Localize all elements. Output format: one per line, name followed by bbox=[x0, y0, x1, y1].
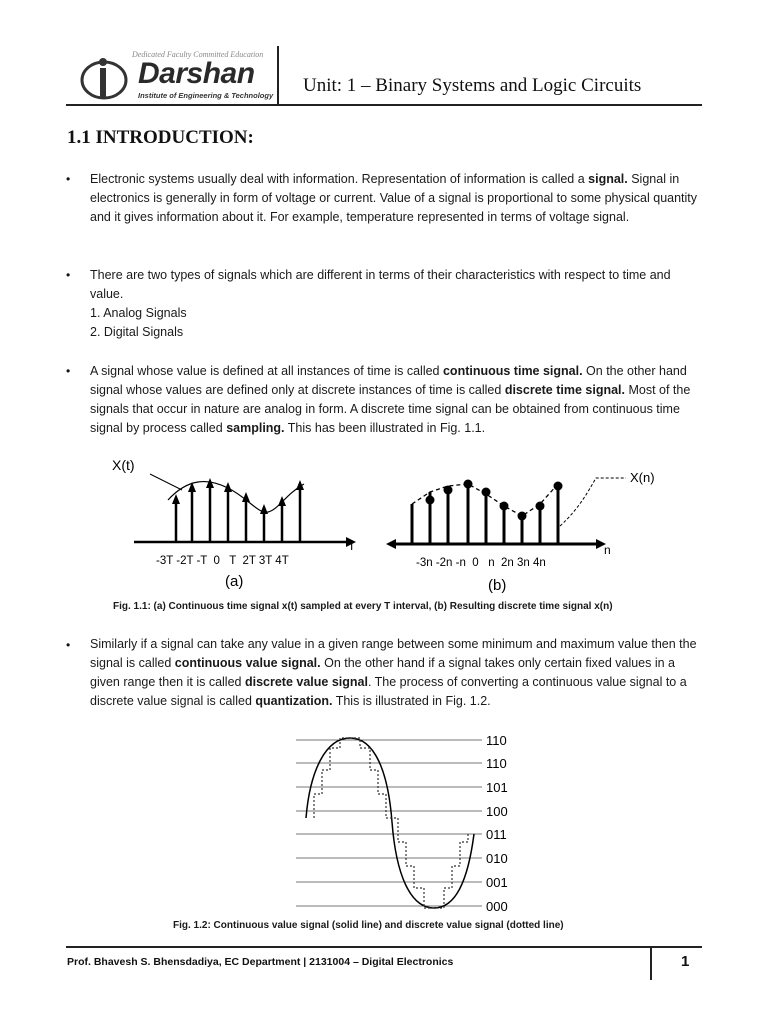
paragraph-signal-types bbox=[90, 266, 702, 342]
bold-term: continuous time signal. bbox=[442, 364, 583, 378]
bold-term: signal. bbox=[588, 172, 628, 186]
text-span: Electronic systems usually deal with information. Representation of information is called a bbox=[90, 172, 589, 186]
logo-name: Darshan bbox=[138, 57, 255, 90]
section-heading: 1.1 INTRODUCTION: bbox=[67, 127, 254, 148]
footer-divider bbox=[650, 946, 652, 980]
paragraph-signal-definition bbox=[90, 170, 702, 227]
fig1a-samples bbox=[176, 484, 300, 542]
text-span: There are two types of signals which are different in terms of their characteristics with respect to time and value. bbox=[90, 268, 671, 301]
fig1a-continuous-curve bbox=[168, 482, 304, 513]
figure-1-2-caption: Fig. 1.2: Continuous value signal (solid line) and discrete value signal (dotted line) bbox=[173, 920, 564, 931]
text-span: On the other hand if a signal takes only certain fixed values in a given range then it is called bbox=[90, 656, 676, 689]
bullet-marker: • bbox=[66, 172, 71, 186]
header-rule bbox=[66, 104, 702, 106]
text-span: This is illustrated in Fig. 1.2. bbox=[332, 694, 491, 708]
fig2-level-label: 110 bbox=[486, 756, 507, 771]
fig1a-tick-labels: -3T -2T -T 0 T 2T 3T 4T bbox=[156, 555, 289, 567]
page-number: 1 bbox=[681, 953, 690, 970]
fig2-level-label: 011 bbox=[486, 827, 507, 842]
fig2-level-label: 101 bbox=[486, 780, 508, 795]
bold-term: continuous value signal. bbox=[174, 656, 321, 670]
bold-term: quantization. bbox=[255, 694, 333, 708]
figure-1-1-caption: Fig. 1.1: (a) Continuous time signal x(t) sampled at every T interval, (b) Resulting discrete time signal x(n) bbox=[113, 601, 613, 612]
fig1a-axis-label: T bbox=[348, 539, 356, 553]
logo-tagline: Dedicated Faculty Committed Education bbox=[132, 50, 264, 59]
fig1a-caption: (a) bbox=[225, 573, 244, 590]
text-span: Signal in electronics is generally in form of voltage or current. Value of a signal is proportional to some physical quantity and it gives information about it. For example, temperature represented in terms of voltage signal. bbox=[90, 172, 698, 224]
footer-author: Prof. Bhavesh S. Bhensdadiya, EC Department | 2131004 – Digital Electronics bbox=[67, 956, 454, 968]
text-span: Most of the signals that occur in nature are analog in form. A discrete time signal can be obtained from continuous time signal by process called bbox=[90, 383, 691, 435]
header-divider bbox=[277, 46, 279, 104]
figure-1-1 bbox=[90, 448, 655, 600]
bullet-marker: • bbox=[66, 268, 71, 282]
list-item: 2. Digital Signals bbox=[90, 325, 184, 339]
fig2-level-label: 110 bbox=[486, 733, 507, 748]
text-span: Similarly if a signal can take any value in a given range between some minimum and maximum value then the signal is called bbox=[90, 637, 697, 670]
fig1b-axis-arrow-left-icon bbox=[386, 539, 396, 549]
fig1b-tick-labels: -3n -2n -n 0 n 2n 3n 4n bbox=[416, 557, 546, 569]
fig2-level-label: 010 bbox=[486, 851, 508, 866]
bold-term: discrete time signal. bbox=[504, 383, 625, 397]
fig2-level-label: 000 bbox=[486, 899, 508, 914]
institute-logo bbox=[76, 50, 272, 104]
fig2-level-label: 100 bbox=[486, 804, 508, 819]
paragraph-value-signals bbox=[90, 635, 702, 711]
fig2-level-label: 001 bbox=[486, 875, 508, 890]
footer-rule bbox=[66, 946, 702, 948]
bold-term: discrete value signal bbox=[244, 675, 368, 689]
logo-institute: Institute of Engineering & Technology bbox=[138, 91, 274, 100]
bold-term: sampling. bbox=[226, 421, 285, 435]
fig2-level-labels bbox=[486, 733, 508, 914]
fig2-level-lines bbox=[296, 740, 482, 906]
list-item: 1. Analog Signals bbox=[90, 306, 187, 320]
fig1a-pointer bbox=[150, 474, 182, 490]
text-span: On the other hand signal whose values are defined only at discrete instances of time is called bbox=[90, 364, 687, 397]
figure-1-2 bbox=[296, 730, 526, 916]
bullet-marker: • bbox=[66, 638, 71, 652]
fig1a-signal-label: X(t) bbox=[112, 457, 135, 473]
text-span: A signal whose value is defined at all instances of time is called bbox=[90, 364, 443, 378]
bullet-marker: • bbox=[66, 364, 71, 378]
fig1b-pointer bbox=[560, 478, 626, 526]
fig1b-axis-label: n bbox=[604, 543, 611, 557]
unit-title: Unit: 1 – Binary Systems and Logic Circuits bbox=[303, 75, 642, 96]
text-span: This has been illustrated in Fig. 1.1. bbox=[284, 421, 486, 435]
fig1b-signal-label: X(n) bbox=[630, 470, 655, 485]
logo-mark-icon bbox=[76, 54, 136, 102]
fig1b-caption: (b) bbox=[488, 577, 507, 594]
paragraph-time-signals bbox=[90, 362, 702, 438]
text-span: . The process of converting a continuous value signal to a discrete value signal is called bbox=[90, 675, 687, 708]
